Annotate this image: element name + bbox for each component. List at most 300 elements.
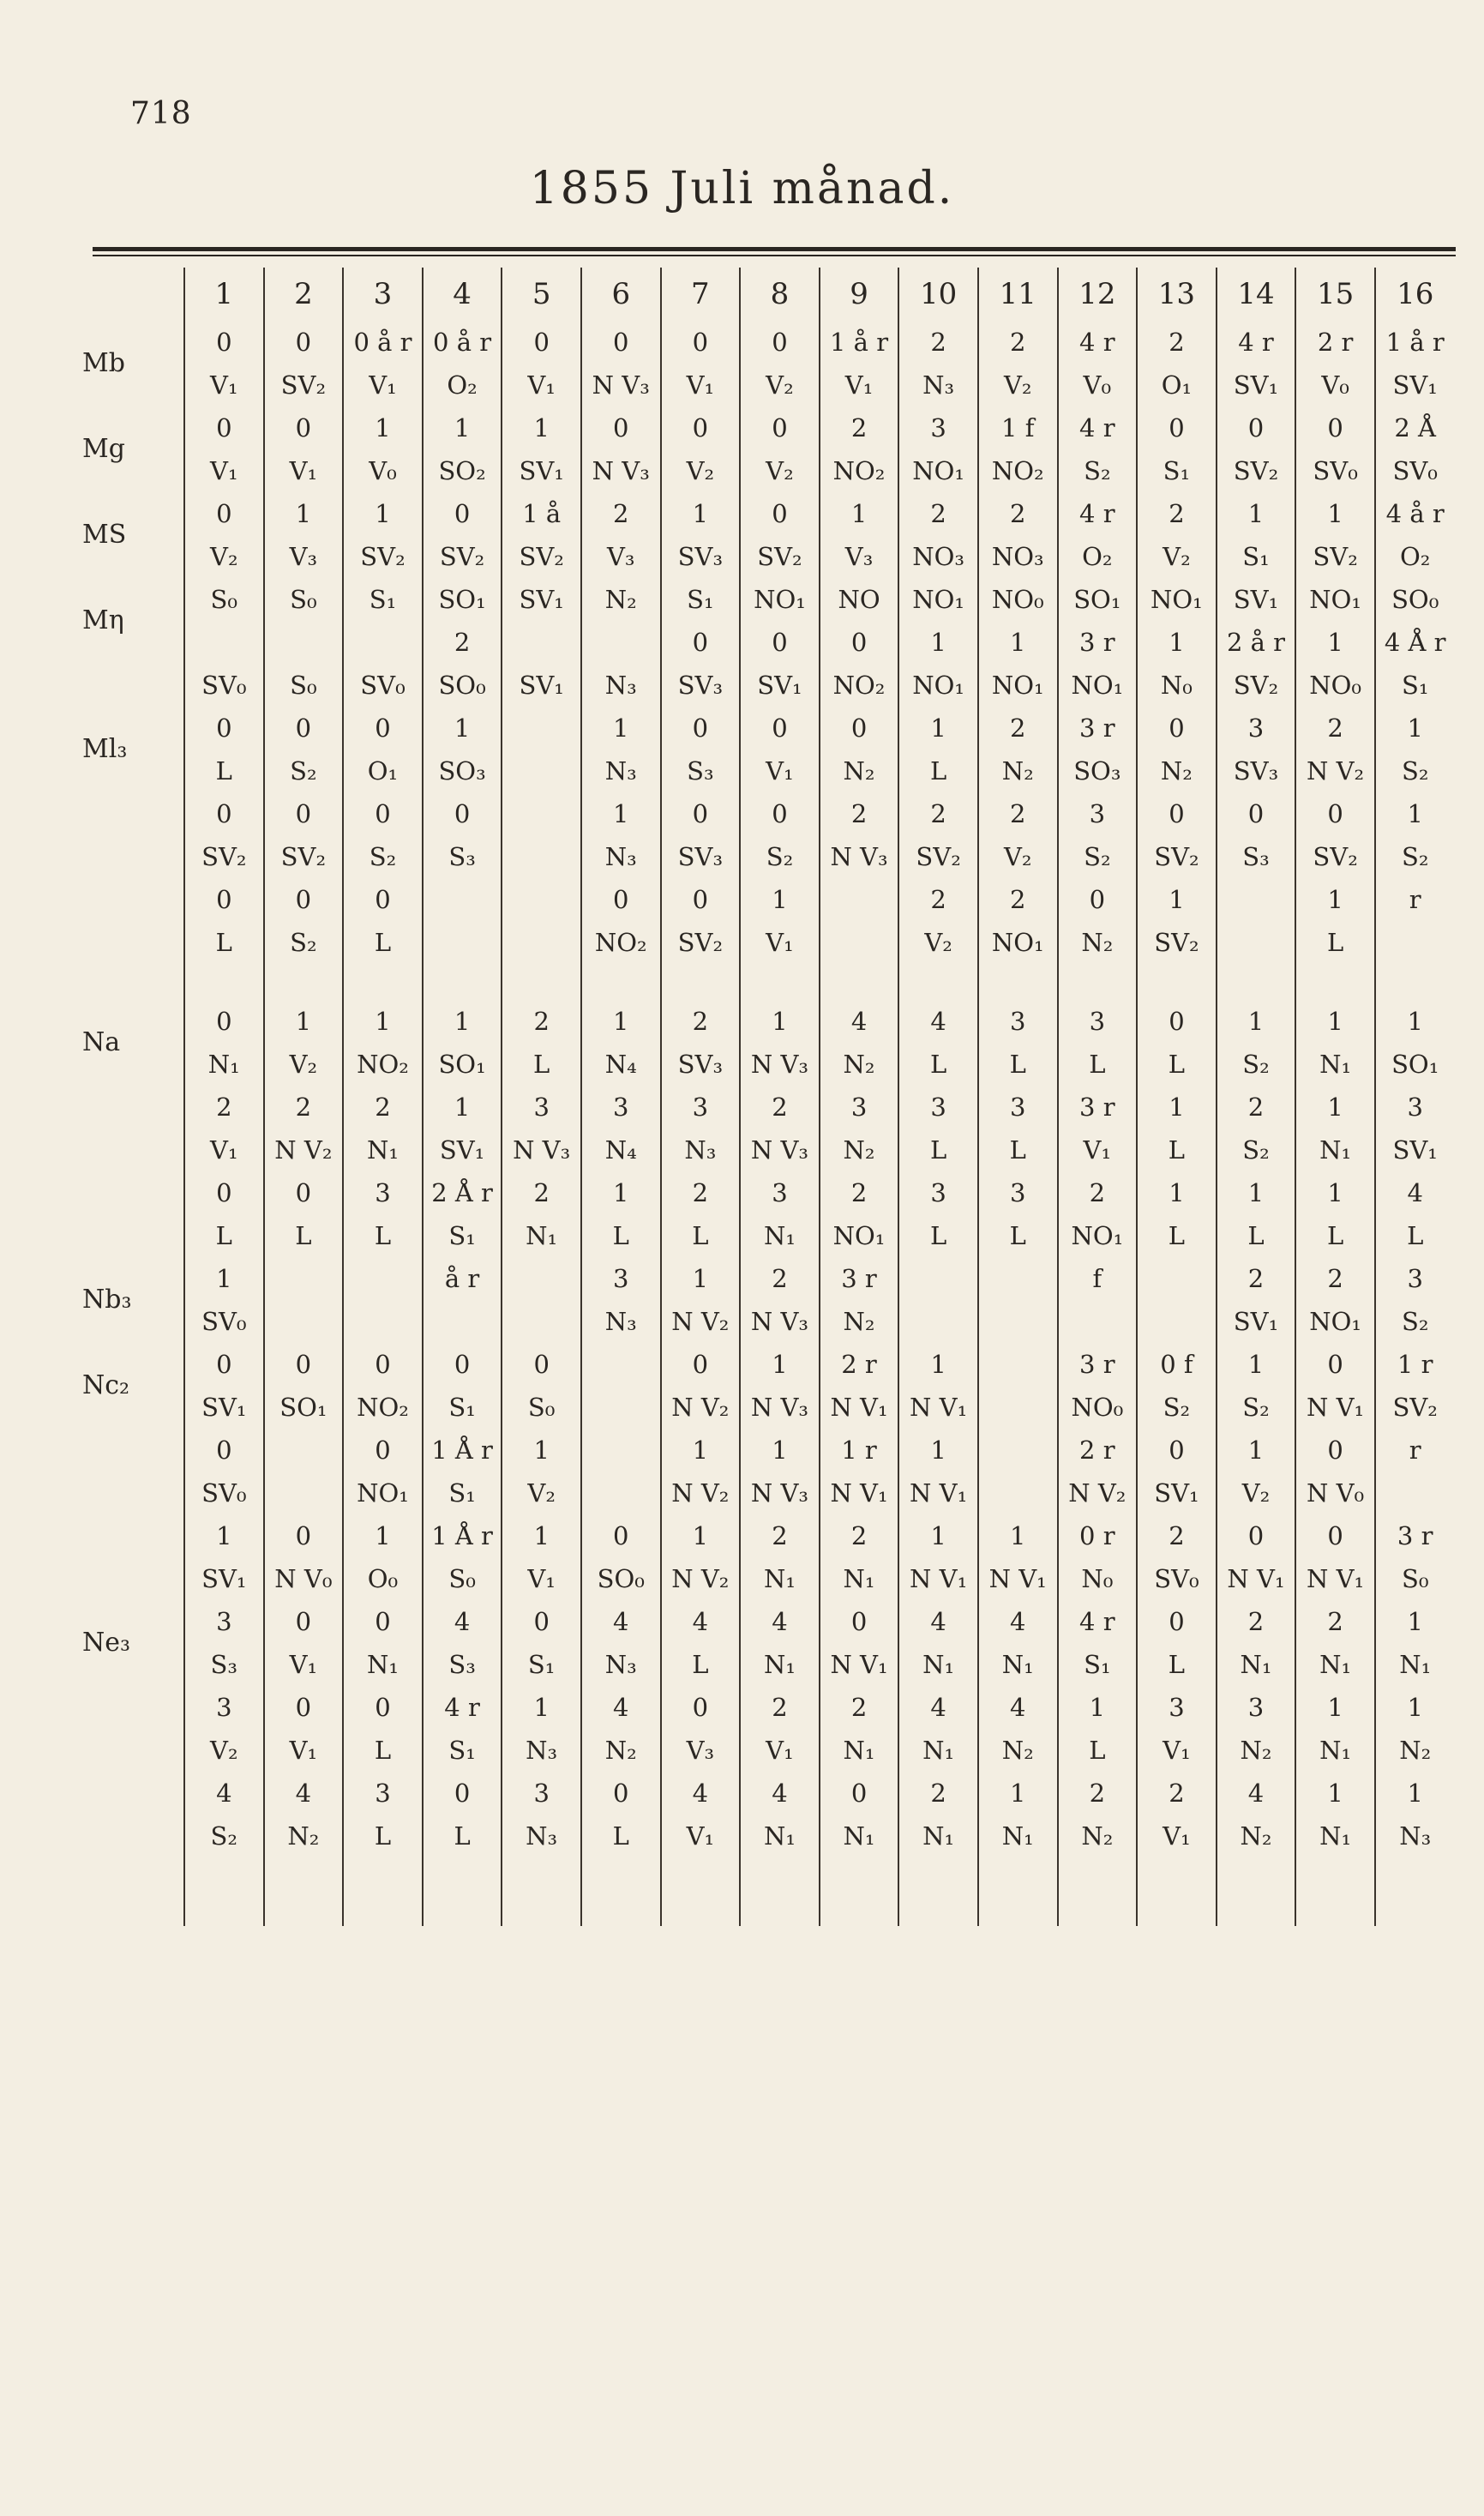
table-cell bbox=[423, 878, 502, 921]
table-row bbox=[184, 1772, 1455, 1815]
table-cell bbox=[184, 621, 264, 664]
table-cell: 0 bbox=[581, 321, 661, 364]
table-cell: V₂ bbox=[978, 364, 1058, 406]
table-cell: O₂ bbox=[1058, 535, 1138, 578]
table-cell: 0 bbox=[423, 792, 502, 835]
table-cell-empty bbox=[581, 1857, 661, 1926]
table-cell: N₂ bbox=[581, 1729, 661, 1772]
table-cell: 2 bbox=[502, 1000, 581, 1043]
table-cell: SV₁ bbox=[184, 1386, 264, 1429]
table-cell: SV₃ bbox=[1217, 749, 1296, 792]
table-cell: L bbox=[1295, 921, 1375, 964]
table-cell: L bbox=[423, 1815, 502, 1857]
table-cell: 2 bbox=[502, 1171, 581, 1214]
table-cell: L bbox=[1058, 1729, 1138, 1772]
table-cell: 2 bbox=[978, 792, 1058, 835]
table-row bbox=[184, 321, 1455, 364]
table-row bbox=[184, 664, 1455, 707]
table-cell: 0 bbox=[1295, 1514, 1375, 1557]
table-cell: N V₁ bbox=[820, 1472, 899, 1514]
table-row bbox=[184, 1472, 1455, 1514]
table-cell: L bbox=[1137, 1643, 1217, 1686]
table-cell: SV₁ bbox=[423, 1129, 502, 1171]
table-cell: N V₂ bbox=[661, 1472, 741, 1514]
table-cell: 2 bbox=[661, 1000, 741, 1043]
table-cell: 1 bbox=[1295, 621, 1375, 664]
table-cell: 1 bbox=[502, 406, 581, 449]
table-row bbox=[184, 1129, 1455, 1171]
table-cell: 2 bbox=[661, 1171, 741, 1214]
table-cell-empty bbox=[1217, 1857, 1296, 1926]
table-cell: 0 bbox=[264, 1171, 344, 1214]
table-cell: V₁ bbox=[740, 749, 820, 792]
table-cell: 0 bbox=[343, 1429, 423, 1472]
table-cell: N₃ bbox=[581, 835, 661, 878]
table-cell: 1 bbox=[581, 707, 661, 749]
table-cell bbox=[1375, 921, 1455, 964]
table-cell: 2 bbox=[820, 792, 899, 835]
table-cell: SO₃ bbox=[423, 749, 502, 792]
table-cell: S₀ bbox=[1375, 1557, 1455, 1600]
table-cell: 1 bbox=[1295, 492, 1375, 535]
station-label: Mη bbox=[82, 605, 124, 635]
table-cell: N₁ bbox=[740, 1214, 820, 1257]
table-cell: V₂ bbox=[661, 449, 741, 492]
table-cell: 1 bbox=[502, 1514, 581, 1557]
table-row bbox=[184, 449, 1455, 492]
table-cell: N V₃ bbox=[820, 835, 899, 878]
table-cell bbox=[423, 921, 502, 964]
station-label: Nb₃ bbox=[82, 1285, 132, 1315]
table-cell: NO₁ bbox=[1058, 664, 1138, 707]
table-cell: NO₂ bbox=[978, 449, 1058, 492]
table-cell: L bbox=[898, 1214, 978, 1257]
table-cell: 2 bbox=[820, 1686, 899, 1729]
table-cell: 1 bbox=[1217, 1429, 1296, 1472]
column-header-day: 5 bbox=[502, 268, 581, 321]
table-cell: V₁ bbox=[1058, 1129, 1138, 1171]
table-cell: 2 bbox=[343, 1086, 423, 1129]
table-cell: V₁ bbox=[740, 921, 820, 964]
table-cell bbox=[343, 1300, 423, 1343]
column-header-day: 15 bbox=[1295, 268, 1375, 321]
table-cell: SO₁ bbox=[264, 1386, 344, 1429]
table-cell: L bbox=[1137, 1043, 1217, 1086]
table-cell: 3 bbox=[820, 1086, 899, 1129]
table-cell: NO₃ bbox=[898, 535, 978, 578]
table-cell: 0 bbox=[661, 1343, 741, 1386]
table-cell: 4 bbox=[978, 1686, 1058, 1729]
table-cell: 0 bbox=[1137, 707, 1217, 749]
table-cell: 1 bbox=[1375, 1000, 1455, 1043]
table-cell: SV₃ bbox=[661, 535, 741, 578]
table-cell: S₀ bbox=[264, 578, 344, 621]
table-cell: r bbox=[1375, 1429, 1455, 1472]
table-cell: 1 bbox=[343, 492, 423, 535]
table-cell: 0 bbox=[740, 792, 820, 835]
table-cell: V₁ bbox=[502, 364, 581, 406]
table-cell bbox=[581, 1472, 661, 1514]
table-cell: SV₂ bbox=[1295, 535, 1375, 578]
table-cell: 1 bbox=[1295, 1686, 1375, 1729]
table-cell: O₁ bbox=[343, 749, 423, 792]
table-cell: 0 bbox=[661, 621, 741, 664]
table-cell: 0 bbox=[423, 1772, 502, 1815]
table-cell: 3 bbox=[502, 1772, 581, 1815]
table-cell: 1 bbox=[343, 1514, 423, 1557]
table-cell: N V₂ bbox=[1058, 1472, 1138, 1514]
table-cell: N₃ bbox=[581, 749, 661, 792]
table-cell: SV₂ bbox=[1137, 835, 1217, 878]
table-cell: 3 bbox=[343, 1171, 423, 1214]
table-cell: 3 bbox=[184, 1600, 264, 1643]
table-cell: 1 bbox=[740, 878, 820, 921]
table-cell: 1 bbox=[1137, 1171, 1217, 1214]
table-cell: 0 bbox=[661, 321, 741, 364]
table-cell-empty bbox=[1058, 1857, 1138, 1926]
table-cell: S₂ bbox=[1137, 1386, 1217, 1429]
table-cell: 1 bbox=[1217, 1343, 1296, 1386]
table-cell: 2 bbox=[1295, 707, 1375, 749]
table-cell: 3 r bbox=[1375, 1514, 1455, 1557]
table-row bbox=[184, 921, 1455, 964]
table-cell: 2 bbox=[184, 1086, 264, 1129]
table-cell: N₁ bbox=[978, 1643, 1058, 1686]
table-cell bbox=[343, 964, 423, 1000]
table-cell-empty bbox=[1137, 1857, 1217, 1926]
table-cell: S₁ bbox=[423, 1214, 502, 1257]
table-cell: N V₃ bbox=[740, 1386, 820, 1429]
table-cell: SO₁ bbox=[423, 578, 502, 621]
table-cell: r bbox=[1375, 878, 1455, 921]
table-cell: N₂ bbox=[978, 1729, 1058, 1772]
table-cell: 1 bbox=[581, 1000, 661, 1043]
table-cell: SV₂ bbox=[264, 364, 344, 406]
table-cell: 0 bbox=[1137, 1000, 1217, 1043]
table-cell bbox=[1058, 1300, 1138, 1343]
table-cell: N₁ bbox=[1295, 1729, 1375, 1772]
table-cell: N V₁ bbox=[898, 1386, 978, 1429]
table-cell bbox=[502, 707, 581, 749]
table-cell: 1 bbox=[581, 792, 661, 835]
table-cell: N₁ bbox=[898, 1815, 978, 1857]
table-cell: SV₀ bbox=[184, 664, 264, 707]
table-cell: N₃ bbox=[898, 364, 978, 406]
table-cell: N₁ bbox=[978, 1815, 1058, 1857]
table-cell: N V₃ bbox=[740, 1300, 820, 1343]
table-cell: 2 å r bbox=[1217, 621, 1296, 664]
page-title: 1855 Juli månad. bbox=[529, 163, 955, 214]
table-cell: 1 bbox=[1295, 878, 1375, 921]
table-cell: 1 bbox=[343, 1000, 423, 1043]
table-cell: V₁ bbox=[264, 1729, 344, 1772]
column-header-day: 11 bbox=[978, 268, 1058, 321]
table-cell: 1 bbox=[661, 1514, 741, 1557]
table-cell: N₁ bbox=[740, 1815, 820, 1857]
table-cell bbox=[502, 835, 581, 878]
table-cell: V₁ bbox=[184, 1129, 264, 1171]
table-cell: N V₂ bbox=[264, 1129, 344, 1171]
table-cell: 0 bbox=[184, 1343, 264, 1386]
table-cell: 4 bbox=[898, 1686, 978, 1729]
table-cell: 1 bbox=[898, 621, 978, 664]
table-cell bbox=[820, 964, 899, 1000]
table-cell bbox=[264, 1429, 344, 1472]
table-cell bbox=[581, 1343, 661, 1386]
table-cell: 2 bbox=[740, 1257, 820, 1300]
table-cell: NO₁ bbox=[1295, 1300, 1375, 1343]
table-cell: V₂ bbox=[978, 835, 1058, 878]
table-cell: 4 bbox=[1217, 1772, 1296, 1815]
table-cell: S₀ bbox=[502, 1386, 581, 1429]
table-cell bbox=[581, 621, 661, 664]
table-cell: 1 bbox=[898, 1429, 978, 1472]
table-cell-empty bbox=[343, 1857, 423, 1926]
table-cell: 0 r bbox=[1058, 1514, 1138, 1557]
table-row bbox=[184, 835, 1455, 878]
table-cell: 1 bbox=[264, 492, 344, 535]
table-cell: O₂ bbox=[423, 364, 502, 406]
observation-table bbox=[183, 268, 1455, 1926]
table-cell: NO₂ bbox=[343, 1043, 423, 1086]
table-cell: 1 bbox=[581, 1171, 661, 1214]
table-cell: 4 å r bbox=[1375, 492, 1455, 535]
table-cell: 0 bbox=[343, 707, 423, 749]
table-cell: 2 bbox=[1137, 1772, 1217, 1815]
table-cell: S₂ bbox=[740, 835, 820, 878]
table-cell: 1 bbox=[740, 1000, 820, 1043]
table-cell: 2 bbox=[1217, 1600, 1296, 1643]
table-cell: N V₁ bbox=[898, 1557, 978, 1600]
table-cell: 1 Å r bbox=[423, 1514, 502, 1557]
table-row bbox=[184, 1557, 1455, 1600]
table-cell: 1 bbox=[1375, 707, 1455, 749]
table-cell bbox=[898, 1257, 978, 1300]
column-header-row bbox=[184, 268, 1455, 321]
table-cell: 1 bbox=[661, 1429, 741, 1472]
table-cell: 2 bbox=[1217, 1086, 1296, 1129]
table-cell: 4 r bbox=[1058, 1600, 1138, 1643]
table-cell: NO₀ bbox=[1058, 1386, 1138, 1429]
table-cell: 0 bbox=[1137, 1429, 1217, 1472]
table-cell: 0 bbox=[343, 878, 423, 921]
table-cell: N₁ bbox=[1217, 1643, 1296, 1686]
table-cell: SV₂ bbox=[661, 921, 741, 964]
table-cell: S₃ bbox=[1217, 835, 1296, 878]
table-cell: 1 bbox=[423, 1086, 502, 1129]
table-cell bbox=[1058, 964, 1138, 1000]
table-cell: O₂ bbox=[1375, 535, 1455, 578]
table-row bbox=[184, 364, 1455, 406]
table-cell: 0 bbox=[581, 878, 661, 921]
table-cell: 3 r bbox=[1058, 1086, 1138, 1129]
table-cell: 1 bbox=[978, 1772, 1058, 1815]
table-cell: L bbox=[661, 1643, 741, 1686]
table-cell: 2 bbox=[820, 1171, 899, 1214]
table-cell: 1 å r bbox=[820, 321, 899, 364]
table-cell bbox=[264, 1472, 344, 1514]
table-cell: L bbox=[1217, 1214, 1296, 1257]
table-cell: S₃ bbox=[661, 749, 741, 792]
table-cell: 1 bbox=[898, 707, 978, 749]
table-cell: 1 r bbox=[820, 1429, 899, 1472]
table-cell: 4 bbox=[740, 1600, 820, 1643]
table-cell: 0 bbox=[661, 792, 741, 835]
table-cell: SV₂ bbox=[1217, 449, 1296, 492]
table-row bbox=[184, 578, 1455, 621]
table-cell: 2 bbox=[978, 492, 1058, 535]
table-row bbox=[184, 1815, 1455, 1857]
table-cell: 2 bbox=[1137, 492, 1217, 535]
table-cell: 0 bbox=[661, 406, 741, 449]
table-cell: O₀ bbox=[343, 1557, 423, 1600]
table-cell-empty bbox=[978, 1857, 1058, 1926]
table-cell: N V₃ bbox=[740, 1043, 820, 1086]
table-cell: 4 bbox=[581, 1686, 661, 1729]
table-cell: SO₀ bbox=[1375, 578, 1455, 621]
table-cell: 0 bbox=[1295, 1429, 1375, 1472]
table-cell-empty bbox=[820, 1857, 899, 1926]
table-cell: 2 bbox=[1295, 1600, 1375, 1643]
table-cell-empty bbox=[264, 1857, 344, 1926]
table-cell: 1 bbox=[978, 621, 1058, 664]
table-cell: 3 bbox=[1217, 1686, 1296, 1729]
table-cell: SV₃ bbox=[661, 1043, 741, 1086]
table-cell: 2 bbox=[740, 1686, 820, 1729]
table-cell: L bbox=[1375, 1214, 1455, 1257]
column-header-day: 4 bbox=[423, 268, 502, 321]
table-cell: 1 bbox=[502, 1429, 581, 1472]
column-header-day: 16 bbox=[1375, 268, 1455, 321]
table-cell: 0 bbox=[343, 1600, 423, 1643]
table-cell: 3 bbox=[1375, 1086, 1455, 1129]
table-cell: 0 bbox=[820, 1772, 899, 1815]
table-cell bbox=[581, 1429, 661, 1472]
table-cell: N₁ bbox=[898, 1643, 978, 1686]
table-cell: 1 bbox=[184, 1257, 264, 1300]
table-cell: 1 bbox=[423, 406, 502, 449]
header-rule-thick bbox=[93, 247, 1456, 251]
table-cell: S₃ bbox=[184, 1643, 264, 1686]
table-cell-empty bbox=[184, 1857, 264, 1926]
table-cell-empty bbox=[502, 1857, 581, 1926]
table-cell: 3 bbox=[740, 1171, 820, 1214]
table-cell bbox=[1137, 964, 1217, 1000]
table-cell: N V₁ bbox=[1295, 1557, 1375, 1600]
table-cell: NO₁ bbox=[978, 921, 1058, 964]
table-cell: 0 bbox=[184, 406, 264, 449]
table-cell: SO₁ bbox=[1058, 578, 1138, 621]
table-cell: 3 bbox=[184, 1686, 264, 1729]
table-cell: SV₂ bbox=[1295, 835, 1375, 878]
table-cell bbox=[184, 964, 264, 1000]
table-cell: NO₁ bbox=[1058, 1214, 1138, 1257]
table-row bbox=[184, 1514, 1455, 1557]
table-cell: N₂ bbox=[264, 1815, 344, 1857]
table-cell: 0 bbox=[184, 1429, 264, 1472]
table-cell: L bbox=[581, 1815, 661, 1857]
table-cell: V₃ bbox=[264, 535, 344, 578]
table-cell: SV₂ bbox=[264, 835, 344, 878]
table-cell: SV₂ bbox=[1375, 1386, 1455, 1429]
table-cell: 2 r bbox=[820, 1343, 899, 1386]
table-cell: 0 bbox=[184, 878, 264, 921]
table-cell bbox=[502, 749, 581, 792]
table-cell: L bbox=[184, 1214, 264, 1257]
table-cell: 1 bbox=[423, 1000, 502, 1043]
table-cell: 1 bbox=[740, 1343, 820, 1386]
table-cell bbox=[978, 964, 1058, 1000]
table-cell bbox=[264, 1257, 344, 1300]
table-cell: 0 bbox=[1137, 1600, 1217, 1643]
table-cell bbox=[502, 964, 581, 1000]
table-cell bbox=[502, 621, 581, 664]
table-cell: 3 bbox=[343, 1772, 423, 1815]
table-cell: SO₁ bbox=[1375, 1043, 1455, 1086]
table-cell: S₁ bbox=[1058, 1643, 1138, 1686]
table-cell: 0 bbox=[502, 1343, 581, 1386]
table-cell: 2 bbox=[898, 878, 978, 921]
table-cell: 2 bbox=[423, 621, 502, 664]
table-row bbox=[184, 707, 1455, 749]
table-cell bbox=[343, 1257, 423, 1300]
table-cell: S₀ bbox=[184, 578, 264, 621]
table-cell: 0 bbox=[502, 1600, 581, 1643]
table-cell: N V₂ bbox=[661, 1386, 741, 1429]
table-cell-empty bbox=[898, 1857, 978, 1926]
table-cell: 1 bbox=[1375, 1772, 1455, 1815]
table-cell: L bbox=[343, 1815, 423, 1857]
table-row bbox=[184, 1343, 1455, 1386]
table-cell: 1 bbox=[661, 1257, 741, 1300]
table-row bbox=[184, 1643, 1455, 1686]
table-cell: N V₂ bbox=[661, 1557, 741, 1600]
column-header-day: 8 bbox=[740, 268, 820, 321]
table-cell: V₀ bbox=[1058, 364, 1138, 406]
table-cell: 2 r bbox=[1295, 321, 1375, 364]
table-cell: 1 bbox=[1295, 1171, 1375, 1214]
table-cell: SO₃ bbox=[1058, 749, 1138, 792]
table-cell: N V₁ bbox=[1217, 1557, 1296, 1600]
table-cell: NO₁ bbox=[820, 1214, 899, 1257]
table-cell: N₂ bbox=[820, 1043, 899, 1086]
table-cell: V₁ bbox=[502, 1557, 581, 1600]
table-cell: S₃ bbox=[423, 1643, 502, 1686]
table-cell: 3 r bbox=[820, 1257, 899, 1300]
station-label: Nc₂ bbox=[82, 1370, 130, 1400]
table-cell: 0 bbox=[264, 1600, 344, 1643]
table-cell: V₂ bbox=[264, 1043, 344, 1086]
table-cell: 2 Å bbox=[1375, 406, 1455, 449]
table-cell bbox=[978, 1300, 1058, 1343]
table-cell: 0 bbox=[1295, 406, 1375, 449]
table-cell: N₂ bbox=[1137, 749, 1217, 792]
station-labels bbox=[0, 0, 183, 2516]
table-cell: 2 bbox=[740, 1086, 820, 1129]
table-cell-empty bbox=[740, 1857, 820, 1926]
table-cell: 0 bbox=[1137, 792, 1217, 835]
table-cell bbox=[502, 1300, 581, 1343]
table-cell: S₂ bbox=[1217, 1043, 1296, 1086]
table-cell: 0 bbox=[1217, 406, 1296, 449]
table-cell bbox=[502, 1257, 581, 1300]
table-cell: 2 bbox=[898, 321, 978, 364]
table-cell: 4 bbox=[184, 1772, 264, 1815]
table-cell: L bbox=[978, 1043, 1058, 1086]
table-cell: 4 bbox=[740, 1772, 820, 1815]
table-cell bbox=[502, 878, 581, 921]
table-cell: L bbox=[1137, 1214, 1217, 1257]
